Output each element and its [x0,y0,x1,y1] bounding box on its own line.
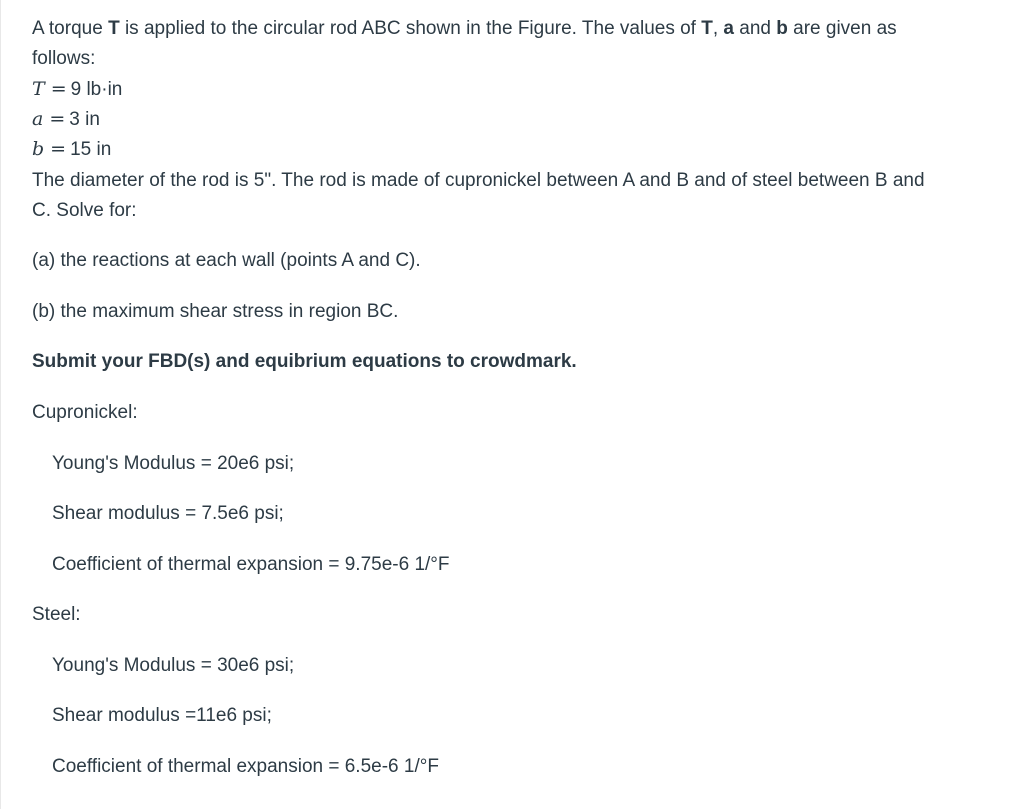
value-text: 3 in [69,109,100,130]
math-symbol: T [32,78,45,100]
cupronickel-shear-modulus: Shear modulus = 7.5e6 psi; [52,503,284,524]
value-text: 9 lb·in [70,79,123,100]
math-symbol: b [32,138,45,160]
material-heading-cupronickel: Cupronickel: [32,402,138,423]
equals-sign: = [50,138,67,160]
value-text: 15 in [70,139,112,160]
intro-text: A torque [32,18,109,39]
equals-sign: = [50,78,67,100]
steel-thermal-expansion: Coefficient of thermal expansion = 6.5e-6 1/°F [52,756,439,777]
intro-line-2: follows: [32,48,96,69]
intro-line-1 [32,14,897,44]
torque-symbol-bold: T [108,18,120,39]
description-line-2: C. Solve for: [32,200,137,221]
a-symbol-bold: a [723,18,734,39]
value-row-b [32,134,111,165]
intro-text: , [712,18,724,39]
equals-sign: = [49,108,66,130]
material-heading-steel: Steel: [32,604,81,625]
question-b: (b) the maximum shear stress in region BC. [32,301,399,322]
question-a: (a) the reactions at each wall (points A and C). [32,250,421,271]
torque-symbol-bold: T [701,18,713,39]
intro-text: and [734,18,777,39]
intro-text: are given as [787,18,897,39]
description-line-1: The diameter of the rod is 5". The rod is made of cupronickel between A and B and of steel between B and [32,170,925,191]
steel-youngs-modulus: Young's Modulus = 30e6 psi; [52,655,295,676]
value-row-a [32,104,100,135]
math-symbol: a [32,108,44,130]
submit-text: Submit your FBD(s) and equibrium equations to crowdmark. [32,351,577,372]
cupronickel-thermal-expansion: Coefficient of thermal expansion = 9.75e-6 1/°F [52,554,450,575]
intro-text: is applied to the circular rod ABC shown in the Figure. The values of [119,18,702,39]
b-symbol-bold: b [776,18,788,39]
value-row-t [32,74,122,105]
submit-instruction [32,347,577,377]
steel-shear-modulus: Shear modulus =11e6 psi; [52,705,272,726]
cupronickel-youngs-modulus: Young's Modulus = 20e6 psi; [52,453,295,474]
